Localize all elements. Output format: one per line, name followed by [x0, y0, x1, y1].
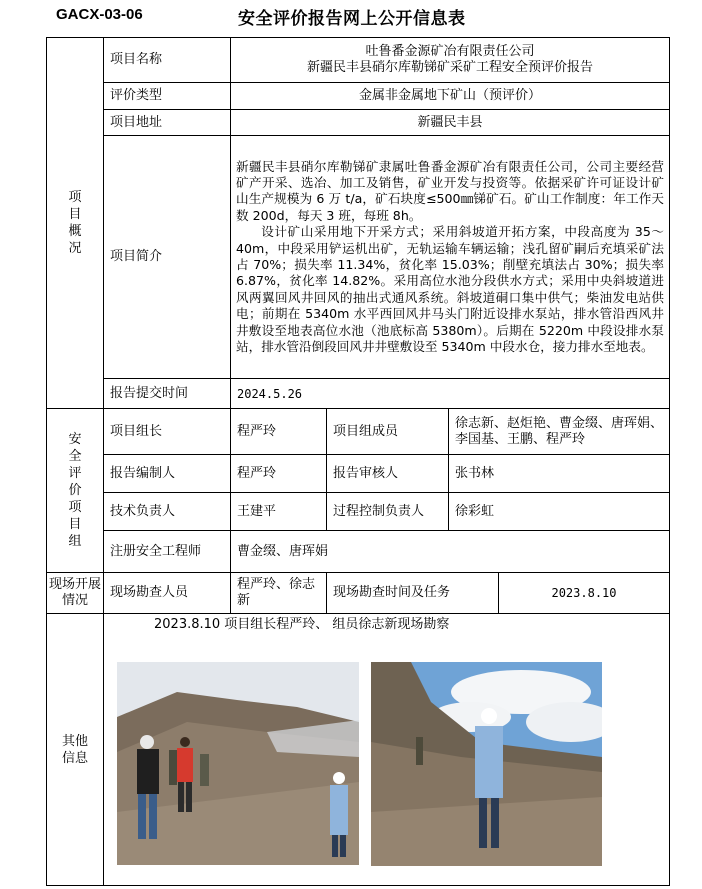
page-title: 安全评价报告网上公开信息表 — [238, 9, 466, 29]
eval-type-value: 金属非金属地下矿山（预评价） — [231, 83, 670, 110]
label-intro: 项目简介 — [104, 136, 231, 379]
site-photo-2 — [371, 662, 602, 866]
intro-paragraph-2: 设计矿山采用地下开采方式；采用斜坡道开拓方案，中段高度为 35～40m，中段采用铲运机出矿，无轨运输车辆运输；浅孔留矿嗣后充填采矿法占 70%；损失率 11.34%，贫化率 15.03%；削壁充填法占 30%；损失率 6.87%，贫化率 14.82%。采用高位水池分段供水方式；采用中央斜坡道进风两翼回风井回风的抽出式通风系统。斜坡道硐口集中供气；柴油发电站供电；前期在 5340m 水平西回风井马头门附近设排水泵站，排水管沿西风井井敷设至地表高位水池（池底标高 5380m）。后期在 5220m 中段设排水泵站，排水管沿倒段回风井井壁敷设至 5340m 中段水仓，接力排水至地表。 — [236, 224, 665, 355]
label-project-name: 项目名称 — [104, 38, 231, 83]
report-name: 新疆民丰县硝尔库勒锑矿采矿工程安全预评价报告 — [307, 60, 594, 75]
tech-lead-value: 王建平 — [231, 493, 327, 531]
label-compiler: 报告编制人 — [104, 455, 231, 493]
label-members: 项目组成员 — [327, 409, 449, 455]
label-process-lead: 过程控制负责人 — [327, 493, 449, 531]
section-overview: 项目概况 — [47, 38, 104, 409]
label-engineers: 注册安全工程师 — [104, 531, 231, 573]
engineers-value: 曹金缀、唐珲娟 — [231, 531, 670, 573]
photo-caption: 2023.8.10 项目组长程严玲、 组员徐志新现场勘察 — [154, 617, 450, 632]
process-lead-value: 徐彩虹 — [449, 493, 670, 531]
members-value: 徐志新、赵炬艳、曹金缀、唐珲娟、李国基、王鹏、程严玲 — [449, 409, 670, 455]
label-submit-time: 报告提交时间 — [104, 379, 231, 409]
form-code: GACX-03-06 — [56, 6, 143, 23]
site-photo-1 — [117, 662, 359, 865]
leader-value: 程严玲 — [231, 409, 327, 455]
section-other: 其他信息 — [47, 614, 104, 886]
section-site: 现场开展情况 — [47, 573, 104, 614]
surveyors-value: 程严玲、徐志新 — [231, 573, 327, 614]
label-eval-type: 评价类型 — [104, 83, 231, 110]
survey-time-value: 2023.8.10 — [499, 573, 670, 614]
submit-time-value: 2024.5.26 — [231, 379, 670, 409]
label-tech-lead: 技术负责人 — [104, 493, 231, 531]
section-team: 安全评价项目组 — [47, 409, 104, 573]
intro-paragraph-1: 新疆民丰县硝尔库勒锑矿隶属吐鲁番金源矿冶有限责任公司，公司主要经营矿产开采、选冶、加工及销售，矿业开发与投资等。依据采矿许可证设计矿山生产规模为 6 万 t/a，矿石块度≤500㎜锑矿石。矿山工作制度：年工作天数 200d，每天 3 班，每班 8h。 — [236, 158, 665, 223]
project-name-value — [231, 38, 670, 83]
info-table — [46, 37, 670, 886]
compiler-value: 程严玲 — [231, 455, 327, 493]
label-leader: 项目组长 — [104, 409, 231, 455]
address-value: 新疆民丰县 — [231, 110, 670, 136]
label-survey-time: 现场勘查时间及任务 — [327, 573, 499, 614]
label-surveyors: 现场勘查人员 — [104, 573, 231, 614]
intro-value — [231, 136, 670, 379]
reviewer-value: 张书林 — [449, 455, 670, 493]
label-address: 项目地址 — [104, 110, 231, 136]
company-name: 吐鲁番金源矿冶有限责任公司 — [365, 44, 535, 59]
photo-cell — [104, 614, 670, 886]
label-reviewer: 报告审核人 — [327, 455, 449, 493]
